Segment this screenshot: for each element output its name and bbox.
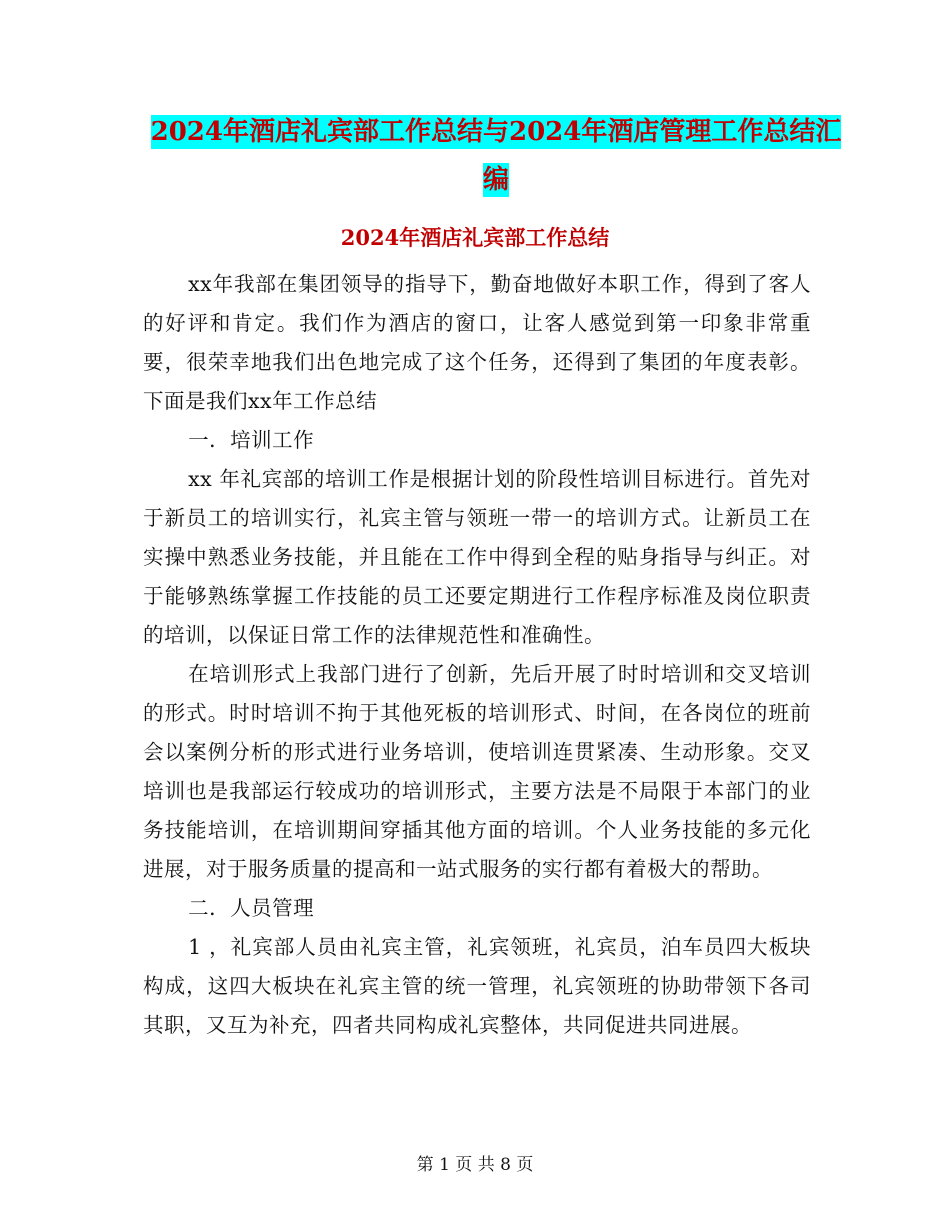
paragraph-intro: xx年我部在集团领导的指导下，勤奋地做好本职工作，得到了客人的好评和肯定。我们作为酒店的窗口，让客人感觉到第一印象非常重要，很荣幸地我们出色地完成了这个任务，还得到了集团的年度表彰。下面是我们xx年工作总结: [143, 272, 811, 413]
heading-training: 一．培训工作: [188, 428, 315, 452]
paragraph-staff-structure: 1 ，礼宾部人员由礼宾主管，礼宾领班，礼宾员，泊车员四大板块构成，这四大板块在礼宾主管的统一管理，礼宾领班的协助带领下各司其职，又互为补充，四者共同构成礼宾整体，共同促进共同进展。: [143, 935, 811, 1037]
paragraph-training: xx 年礼宾部的培训工作是根据计划的阶段性培训目标进行。首先对于新员工的培训实行，礼宾主管与领班一带一的培训方式。让新员工在实操中熟悉业务技能，并且能在工作中得到全程的贴身指导与纠正。对于能够熟练掌握工作技能的员工还要定期进行工作程序标准及岗位职责的培训，以保证日常工作的法律规范性和准确性。: [143, 467, 811, 647]
document-title-highlight: 2024年酒店礼宾部工作总结与2024年酒店管理工作总结汇编: [150, 117, 842, 195]
section-title: 2024年酒店礼宾部工作总结: [340, 225, 610, 250]
heading-staff-management: 二．人员管理: [188, 896, 315, 920]
document-body: [143, 265, 811, 1045]
page-footer: 第 1 页 共 8 页: [416, 1155, 534, 1175]
document-title: [140, 108, 852, 204]
paragraph-training-forms: 在培训形式上我部门进行了创新，先后开展了时时培训和交叉培训的形式。时时培训不拘于其他死板的培训形式、时间，在各岗位的班前会以案例分析的形式进行业务培训，使培训连贯紧凑、生动形象。交叉培训也是我部运行较成功的培训形式，主要方法是不局限于本部门的业务技能培训，在培训期间穿插其他方面的培训。个人业务技能的多元化进展，对于服务质量的提高和一站式服务的实行都有着极大的帮助。: [143, 662, 811, 881]
